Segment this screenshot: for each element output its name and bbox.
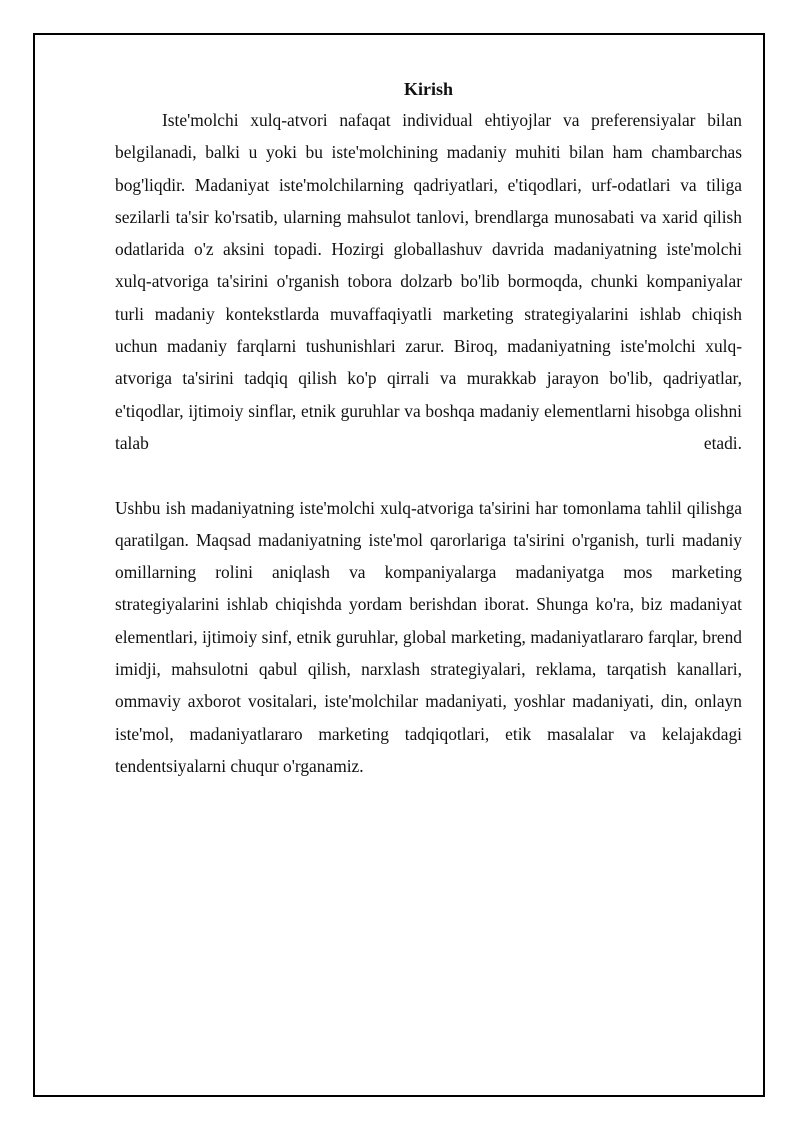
document-title: Kirish [403, 79, 453, 99]
intro-paragraph-1: Iste'molchi xulq-atvori nafaqat individual ehtiyojlar va preferensiyalar bilan belgilanadi, balki u yoki bu iste'molchining madaniy muhiti bilan ham chambarchas bog'liqdir. Madaniyat iste'molchilarning qadriyatlari, e'tiqodlari, urf-odatlari va tiliga sezilarli ta'sir ko'rsatib, ularning mahsulot tanlovi, brendlarga munosabati va xarid qilish odatlarida o'z aksini topadi. Hozirgi globallashuv davrida madaniyatning iste'molchi xulq-atvoriga ta'sirini o'rganish tobora dolzarb bo'lib bormoqda, chunki kompaniyalar turli madaniy kontekstlarda muvaffaqiyatli marketing strategiyalarini ishlab chiqish uchun madaniy farqlarni tushunishlari zarur. Biroq, madaniyatning iste'molchi xulq-atvoriga ta'sirini tadqiq qilish ko'p qirrali va murakkab jarayon bo'lib, qadriyatlar, e'tiqodlar, ijtimoiy sinflar, etnik guruhlar va boshqa madaniy elementlarni hisobga olishni talab etadi. [115, 110, 742, 453]
intro-paragraph-2: Ushbu ish madaniyatning iste'molchi xulq-atvoriga ta'sirini har tomonlama tahlil qilishga qaratilgan. Maqsad madaniyatning iste'mol qarorlariga ta'sirini o'rganish, turli madaniy omillarning rolini aniqlash va kompaniyalarga madaniyatga mos marketing strategiyalarini ishlab chiqishda yordam berishdan iborat. Shunga ko'ra, biz madaniyat elementlari, ijtimoiy sinf, etnik guruhlar, global marketing, madaniyatlararo farqlar, brend imidji, mahsulotni qabul qilish, narxlash strategiyalari, reklama, tarqatish kanallari, ommaviy axborot vositalari, iste'molchilar madaniyati, yoshlar madaniyati, din, onlayn iste'mol, madaniyatlararo marketing tadqiqotlari, etik masalalar va kelajakdagi tendentsiyalarni chuqur o'rganamiz. [115, 497, 742, 776]
document-body [115, 74, 742, 782]
